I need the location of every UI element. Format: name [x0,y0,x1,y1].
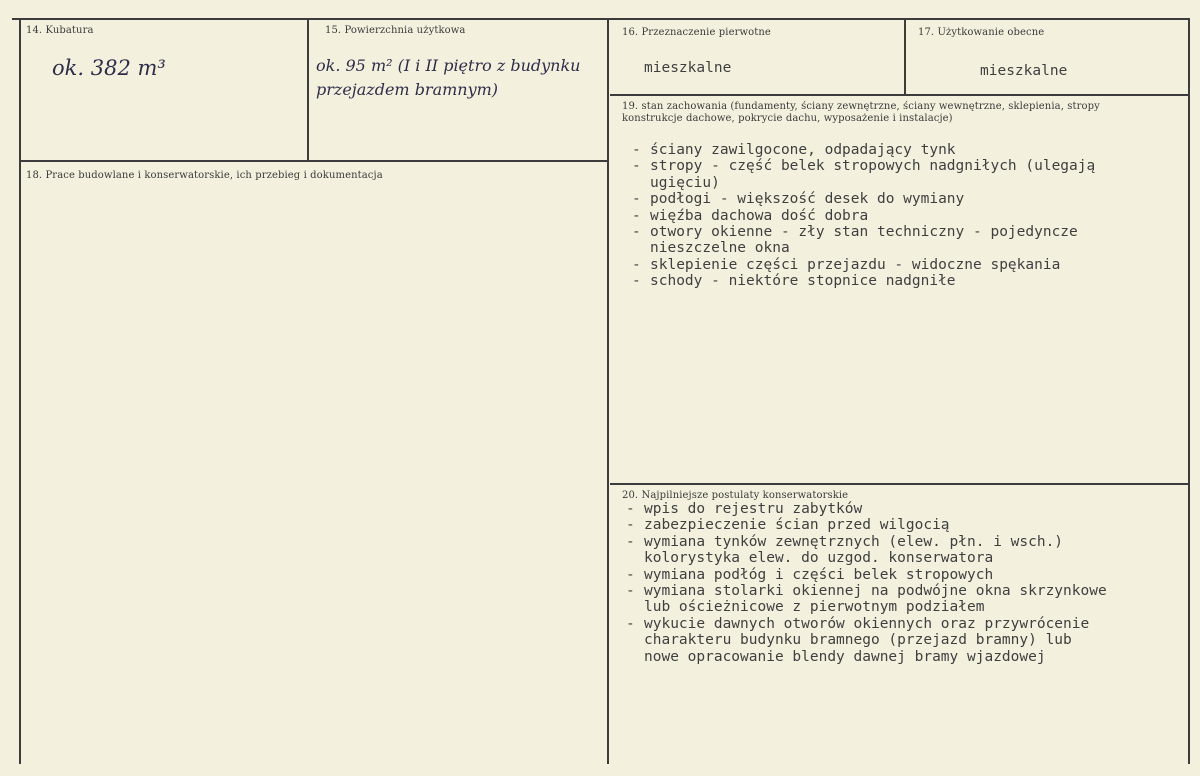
list-dash: - [632,191,641,208]
list-dash: - [632,158,641,175]
field-16-value: mieszkalne [644,60,732,76]
list-item [632,142,1182,158]
list-item-text: wykucie dawnych otworów okiennych oraz przywrócenie charakteru budynku bramnego (przejazd bramny) lub nowe opracowanie blendy dawnej bramy wjazdowej [644,615,1090,665]
field-18-label: 18. Prace budowlane i konserwatorskie, ich przebieg i dokumentacja [26,170,383,181]
list-item-text: zabezpieczenie ścian przed wilgocią [644,517,950,534]
list-dash: - [626,501,635,517]
right-border [1188,18,1190,764]
field-16-label: 16. Przeznaczenie pierwotne [622,27,771,38]
list-item-text: wymiana stolarki okiennej na podwójne okna skrzynkowe lub ościeżnicowe z pierwotnym podziałem [644,583,1107,616]
list-item [632,191,1182,207]
section20-top-border [610,483,1190,485]
list-dash: - [632,207,641,224]
field-20-label: 20. Najpilniejsze postulaty konserwatorskie [622,490,849,501]
list-dash: - [626,615,635,632]
field-15-value-line2: przejazdem bramnym) [316,80,499,99]
list-item-text: otwory okienne - zły stan techniczny - pojedyncze nieszczelne okna [650,224,1078,257]
list-item [626,616,1182,665]
field-19-condition-list [632,142,1182,290]
list-dash: - [632,224,641,241]
list-item [632,224,1182,257]
list-item-text: schody - niektóre stopnice nadgniłe [650,273,956,290]
list-item [632,257,1182,273]
list-item-text: stropy - część belek stropowych nadgniłych (ulegają ugięciu) [650,158,1096,191]
list-item-text: wpis do rejestru zabytków [644,501,863,517]
list-dash: - [626,533,635,550]
list-dash: - [626,566,635,583]
list-item [632,273,1182,289]
field-15-label: 15. Powierzchnia użytkowa [325,25,466,36]
list-dash: - [632,273,641,290]
divider-14-15 [307,18,309,161]
center-divider [607,18,609,764]
field-17-value: mieszkalne [980,63,1068,79]
left-border [19,18,21,764]
list-item-text: więźba dachowa dość dobra [650,207,869,224]
row1-divider-right [610,94,1190,96]
list-item [632,208,1182,224]
list-item-text: wymiana podłóg i części belek stropowych [644,566,994,583]
list-dash: - [626,517,635,534]
list-item [626,567,1182,583]
list-item [626,501,1182,517]
list-item [626,583,1182,616]
top-border [12,18,1190,20]
list-item-text: sklepienie części przejazdu - widoczne spękania [650,256,1061,273]
list-item-text: wymiana tynków zewnętrznych (elew. płn. i wsch.) kolorystyka elew. do uzgod. konserwatora [644,533,1064,567]
list-item [626,534,1182,567]
list-item [632,158,1182,191]
list-item-text: ściany zawilgocone, odpadający tynk [650,142,956,158]
row1-divider-left [20,160,607,162]
divider-16-17 [904,18,906,95]
field-20-postulates-list [626,501,1182,665]
field-17-label: 17. Użytkowanie obecne [918,27,1045,38]
list-dash: - [626,583,635,600]
list-dash: - [632,256,641,273]
field-19-label: 19. stan zachowania (fundamenty, ściany zewnętrzne, ściany wewnętrzne, sklepienia, stropy konstrukcje dachowe, pokrycie dachu, wyposażenie i instalacje) [622,101,1100,124]
list-dash: - [632,142,641,158]
field-14-value: ok. 382 m³ [52,56,166,80]
list-item-text: podłogi - większość desek do wymiany [650,191,965,208]
field-15-value-line1: ok. 95 m² (I i II piętro z budynku [316,56,581,75]
field-14-label: 14. Kubatura [26,25,94,36]
list-item [626,517,1182,533]
